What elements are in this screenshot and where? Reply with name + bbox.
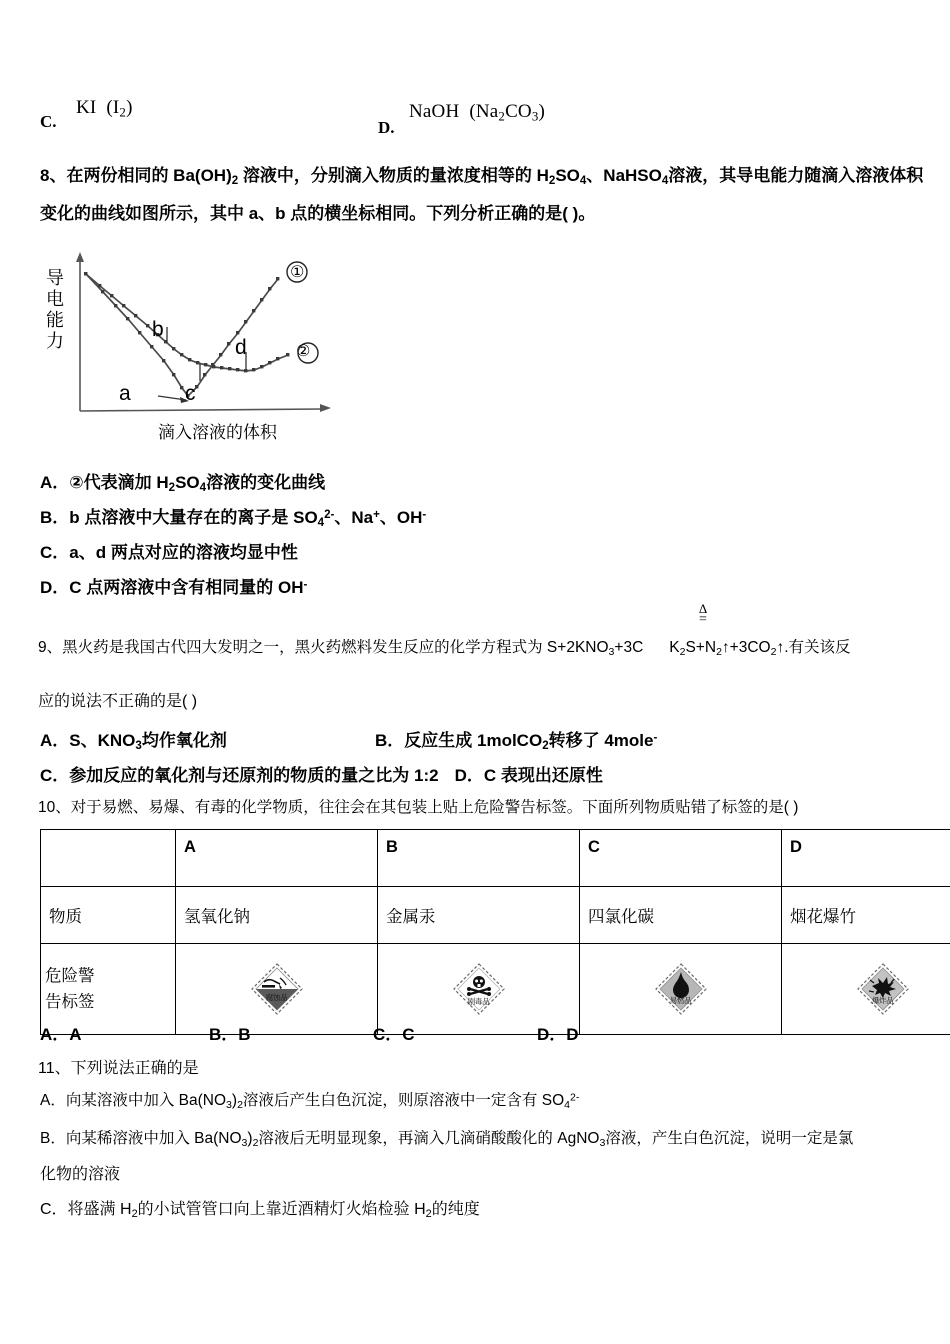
q9-option-a-sub: 3	[135, 740, 142, 753]
q8-option-b-mid2: 、OH	[379, 508, 423, 527]
q9-option-a-prefix: A．S、KNO	[40, 731, 136, 750]
q9-option-b-prefix: B．反应生成 1molCO	[375, 731, 543, 750]
q9-option-b-sup: -	[653, 732, 658, 745]
q11-option-a	[40, 1088, 579, 1111]
option-d-sub1: 2	[498, 108, 506, 124]
skull-icon-text: 剧毒品	[467, 997, 490, 1006]
hazard-cell-d	[782, 944, 950, 1035]
q8-option-a	[40, 468, 325, 494]
q9-stem-line1	[38, 635, 851, 658]
q9-option-b-sub: 2	[542, 740, 549, 753]
chart-legend-2-glyph: ②	[296, 343, 311, 360]
q10-answer-b: B．B	[209, 1025, 251, 1044]
q10-stem: 10、对于易燃、易爆、有毒的化学物质，往往会在其包装上贴上危险警告标签。下面所列物质贴错了标签的是( )	[38, 799, 799, 816]
q11-option-a-mid2: 溶液后产生白色沉淀，则原溶液中一定含有 SO	[242, 1092, 565, 1109]
q9-stem-b: +3C	[614, 639, 644, 656]
q8-option-b-sup3: -	[422, 509, 427, 522]
q9-stem-line2: 应的说法不正确的是( )	[38, 693, 198, 710]
explosion-icon-svg	[852, 958, 914, 1020]
q8-stem-l1-a: 8、在两份相同的 Ba(OH)	[40, 166, 232, 185]
row-label-hazard-line2: 告标签	[45, 993, 95, 1011]
q8-option-a-sub2: 4	[199, 482, 207, 495]
q11-stem: 11、下列说法正确的是	[38, 1060, 199, 1077]
hazard-cell-a	[176, 944, 378, 1035]
q11-option-c-sub2: 2	[425, 1208, 432, 1221]
chart-series-2	[86, 274, 288, 371]
corrosive-icon	[246, 958, 308, 1020]
q8-stem-l1-d: 、NaHSO	[586, 166, 662, 185]
q8-stem-l1-b: 溶液中，分别滴入物质的量浓度相等的 H	[238, 166, 549, 185]
option-d-formula	[409, 101, 545, 125]
table-header-blank	[41, 830, 176, 887]
q11-option-c-prefix: C．将盛满 H	[40, 1201, 132, 1218]
option-c-formula-main: KI	[76, 97, 97, 118]
table-header-c: C	[580, 830, 782, 887]
q10-answer-c: C．C	[373, 1025, 415, 1044]
q11-option-b-mid2: 溶液后无明显现象，再滴入几滴硝酸酸化的 AgNO	[258, 1130, 600, 1147]
chart-point-label-c: c	[185, 382, 196, 405]
chart-point-label-b: b	[152, 318, 164, 341]
q11-option-a-sup: 2-	[569, 1091, 580, 1104]
q11-option-a-mid: )	[231, 1092, 238, 1109]
chart-x-axis-arrow	[320, 404, 331, 412]
row-label-substance: 物质	[41, 887, 176, 944]
flame-icon-text: 易燃品	[669, 996, 692, 1005]
chart-x-axis-label: 滴入溶液的体积	[158, 423, 277, 442]
q8-option-a-prefix: A．②代表滴加 H	[40, 473, 169, 492]
q8-option-b-sup: 2-	[324, 509, 335, 522]
q9-equals-symbol: =	[699, 612, 707, 627]
chart-x-axis	[80, 409, 323, 411]
q10-answer-d: D．D	[537, 1025, 579, 1044]
q11-option-b-sub2: 2	[252, 1136, 259, 1149]
q9-delta-symbol: Δ	[698, 601, 708, 616]
q8-option-a-mid: SO	[175, 473, 200, 492]
corrosive-icon-svg	[246, 958, 308, 1020]
q9-option-a-suffix: 均作氧化剂	[141, 731, 227, 750]
q8-option-d-prefix: D．C 点两溶液中含有相同量的 OH	[40, 578, 304, 597]
q9-stem-sub3: 2	[716, 645, 722, 658]
table-row-substance	[41, 887, 950, 944]
q9-stem-sub4: 2	[770, 645, 777, 658]
q8-stem-l1-sub4: 4	[661, 175, 669, 188]
q8-option-b-sub: 4	[317, 517, 325, 530]
q11-option-a-sub3: 4	[564, 1098, 570, 1111]
q8-stem-line2: 变化的曲线如图所示，其中 a、b 点的横坐标相同。下列分析正确的是( )。	[40, 204, 596, 223]
skull-icon-svg	[448, 958, 510, 1020]
q11-option-c-mid: 的小试管管口向上靠近酒精灯火焰检验 H	[137, 1201, 426, 1218]
option-d-sub2: 3	[531, 108, 539, 124]
q9-stem-f: ↑.有关该反	[776, 639, 851, 656]
table-header-d: D	[782, 830, 950, 887]
chart-svg	[48, 248, 378, 443]
substance-b: 金属汞	[378, 887, 580, 944]
q9-option-a	[40, 726, 227, 752]
q11-option-b-prefix: B．向某稀溶液中加入 Ba(NO	[40, 1130, 242, 1147]
q8-option-b-mid: 、Na	[334, 508, 374, 527]
option-d-formula-main: NaOH	[409, 101, 460, 122]
q8-option-d-sup: -	[303, 579, 308, 592]
q10-answer-a: A．A	[40, 1025, 82, 1044]
q9-option-c-text: C．参加反应的氧化剂与还原剂的物质的量之比为 1:2	[40, 766, 439, 785]
substance-a: 氢氧化钠	[176, 887, 378, 944]
q8-option-a-sub1: 2	[168, 482, 176, 495]
q9-option-b	[375, 726, 657, 752]
q11-option-c-sub1: 2	[131, 1208, 138, 1221]
q11-option-c-suffix: 的纯度	[431, 1201, 480, 1218]
q8-stem-l1-sub3: 4	[579, 175, 587, 188]
q11-option-a-prefix: A．向某溶液中加入 Ba(NO	[40, 1092, 227, 1109]
q8-option-b-sup2: +	[373, 509, 380, 522]
option-d-paren-close: )	[538, 101, 546, 122]
q8-stem-l1-sub2: 2	[548, 175, 556, 188]
option-d-letter: D.	[378, 118, 395, 137]
q11-option-b-sub3: 3	[599, 1136, 606, 1149]
explosion-icon	[852, 958, 914, 1020]
q9-stem-a: 9、黑火药是我国古代四大发明之一，黑火药燃料发生反应的化学方程式为 S+2KNO	[38, 639, 609, 656]
q8-option-c: C．a、d 两点对应的溶液均显中性	[40, 543, 298, 562]
row-label-hazard-line1: 危险警	[45, 967, 95, 985]
corrosive-icon-text: 腐蚀品	[265, 993, 288, 1002]
option-d-paren-open: (Na	[469, 101, 499, 122]
chart-legend-label-1: ①	[290, 264, 305, 281]
chart-y-axis-arrow	[76, 252, 84, 262]
option-c-formula	[76, 97, 133, 121]
conductivity-chart	[48, 248, 378, 443]
q9-reaction-condition	[690, 601, 716, 627]
table-header-row	[41, 830, 950, 887]
q11-option-b-line2: 化物的溶液	[40, 1166, 121, 1183]
table-header-a: A	[176, 830, 378, 887]
q11-option-b-mid: )	[247, 1130, 253, 1147]
option-c-paren-open: (I	[106, 97, 120, 118]
flame-icon	[650, 958, 712, 1020]
q9-option-cd	[40, 761, 603, 786]
q9-stem-c: K	[669, 639, 680, 656]
q11-option-b-line1	[40, 1126, 853, 1149]
substance-d: 烟花爆竹	[782, 887, 950, 944]
q9-stem-sub2: 2	[679, 645, 686, 658]
hazard-cell-c	[580, 944, 782, 1035]
q8-stem-l1-e: 溶液，其导电能力随滴入溶液体积	[668, 166, 924, 185]
q8-stem-line1	[40, 161, 923, 187]
q9-stem-d: S+N	[685, 639, 717, 656]
option-c-letter: C.	[40, 112, 57, 131]
option-c-paren-close: )	[126, 97, 133, 118]
q8-option-a-suffix: 溶液的变化曲线	[206, 473, 326, 492]
q11-option-a-sub1: 3	[226, 1098, 232, 1111]
q11-option-b-mid3: 溶液，产生白色沉淀，说明一定是氯	[605, 1130, 854, 1147]
q8-option-b	[40, 503, 426, 529]
q9-stem-sub1: 3	[608, 645, 615, 658]
q9-option-b-mid: 转移了 4mole	[548, 731, 654, 750]
substance-c: 四氯化碳	[580, 887, 782, 944]
q11-option-c	[40, 1196, 480, 1220]
q8-stem-l1-sub: 2	[231, 175, 239, 188]
explosion-icon-text: 爆炸品	[871, 996, 894, 1005]
chart-y-axis-label: 导电能力	[46, 268, 64, 351]
skull-crossbones-icon	[448, 958, 510, 1020]
flame-icon-svg	[650, 958, 712, 1020]
table-row-hazard-labels	[41, 944, 950, 1035]
q8-option-d	[40, 573, 307, 598]
q11-option-a-sub2: 2	[237, 1098, 243, 1111]
q9-stem-e: ↑+3CO	[721, 639, 771, 656]
option-d-mid: CO	[505, 101, 532, 122]
chart-series-1-markers	[84, 272, 279, 397]
table-header-b: B	[378, 830, 580, 887]
q8-option-b-prefix: B．b 点溶液中大量存在的离子是 SO	[40, 508, 318, 527]
q8-stem-l1-c: SO	[555, 166, 580, 185]
option-c-sub: 2	[119, 104, 127, 120]
hazard-label-table	[40, 829, 950, 1035]
chart-point-label-a: a	[119, 382, 131, 405]
q11-option-b-sub1: 3	[241, 1136, 248, 1149]
chart-series-1	[86, 274, 278, 396]
chart-point-label-d: d	[235, 336, 247, 359]
q9-option-d-text: D．C 表现出还原性	[454, 766, 603, 785]
